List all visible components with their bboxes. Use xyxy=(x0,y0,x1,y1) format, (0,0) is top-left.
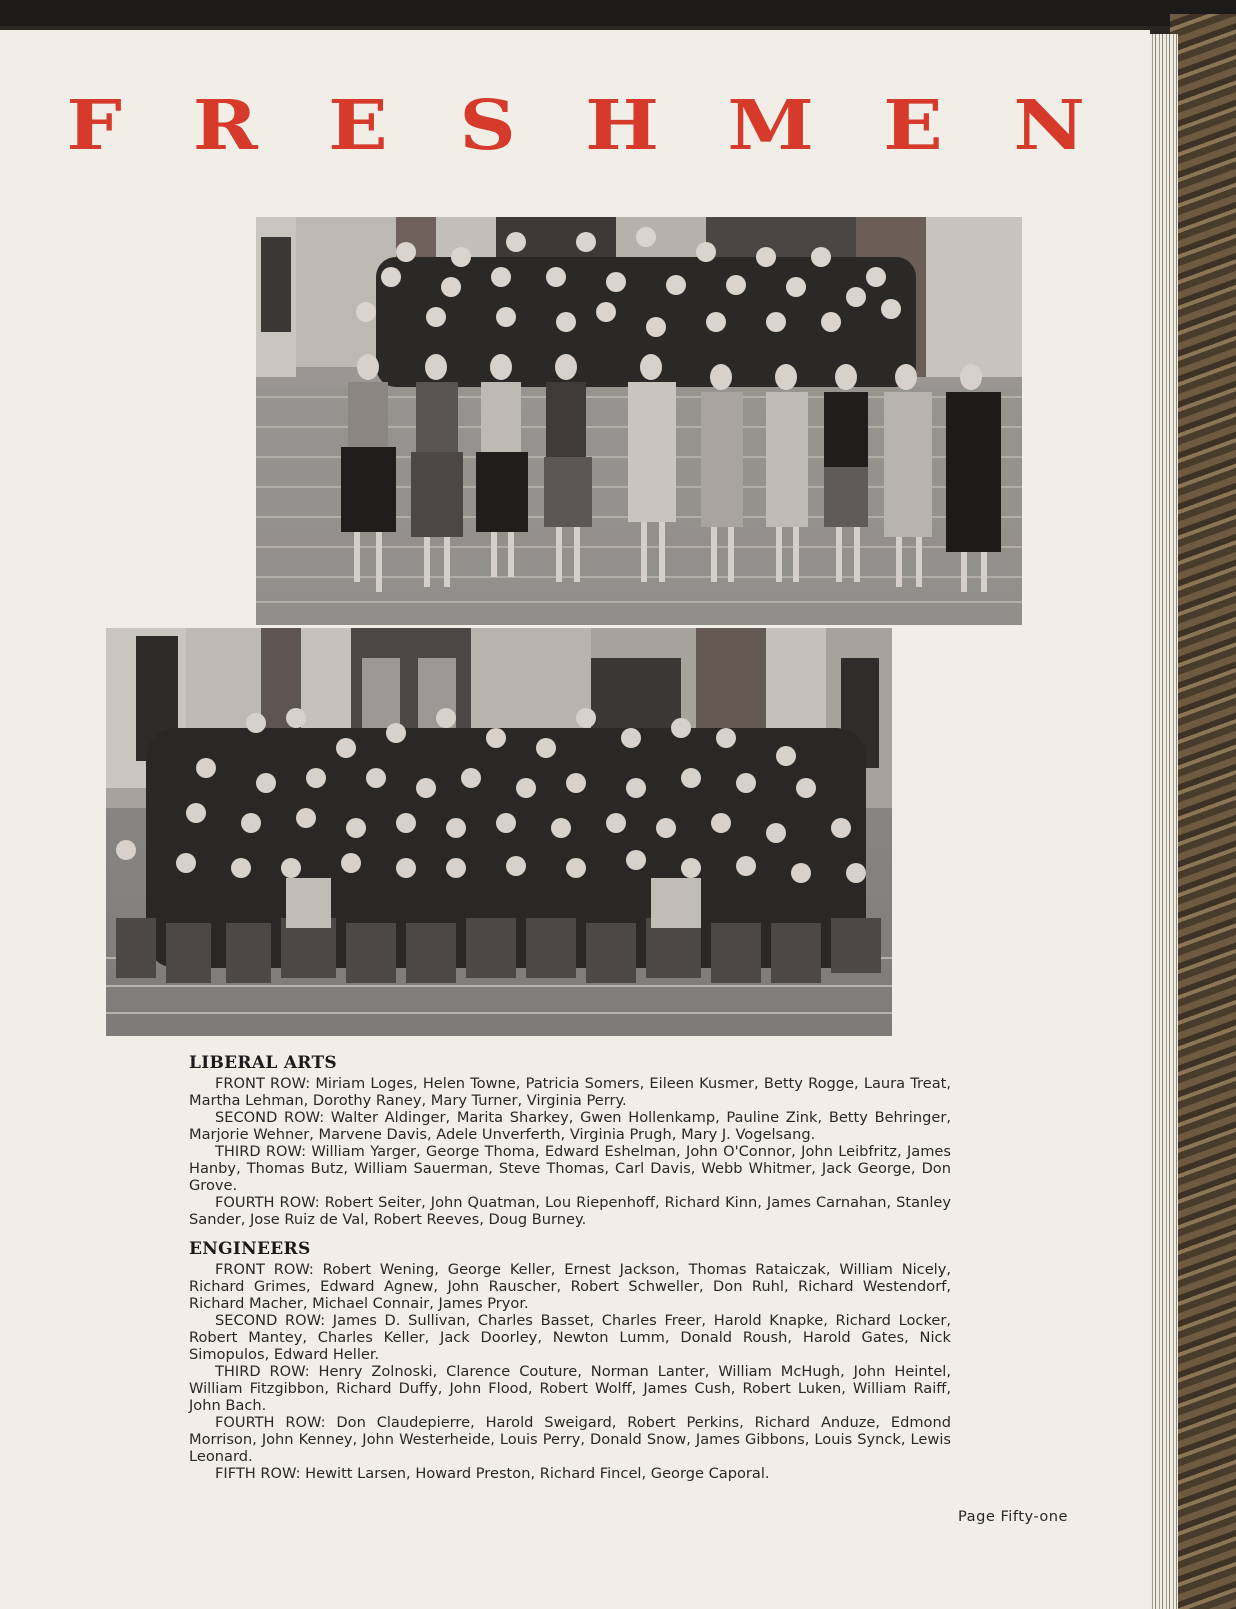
title-letter: E xyxy=(328,86,388,166)
title-letter: R xyxy=(192,86,258,166)
liberal-arts-third-row: THIRD ROW: William Yarger, George Thoma, Edward Eshelman, John O'Connor, John Leibfritz, James Hanby, Thomas Butz, William Sauerman, Steve Thomas, Carl Davis, Webb Whitmer, Jack George, Don Grove. xyxy=(189,1143,951,1194)
engineers-fourth-row: FOURTH ROW: Don Claudepierre, Harold Sweigard, Robert Perkins, Richard Anduze, Edmond Morrison, John Kenney, John Westerheide, Louis Perry, Donald Snow, James Gibbons, Louis Synck, Lewis Leonard. xyxy=(189,1414,951,1465)
engineers-fifth-row: FIFTH ROW: Hewitt Larsen, Howard Preston, Richard Fincel, George Caporal. xyxy=(215,1465,770,1482)
engineers-second-row: SECOND ROW: James D. Sullivan, Charles Basset, Charles Freer, Harold Knapke, Richard Locker, Robert Mantey, Charles Keller, Jack Doorley, Newton Lumm, Donald Roush, Harold Gates, Nick Simopulos, Edward Heller. xyxy=(189,1312,951,1363)
liberal-arts-fourth-row: FOURTH ROW: Robert Seiter, John Quatman, Lou Riepenhoff, Richard Kinn, James Carnahan, Stanley Sander, Jose Ruiz de Val, Robert Reeves, Doug Burney. xyxy=(189,1194,951,1228)
title-letter: F xyxy=(66,86,122,166)
liberal-arts-second-row: SECOND ROW: Walter Aldinger, Marita Sharkey, Gwen Hollenkamp, Pauline Zink, Betty Behringer, Marjorie Wehner, Marvene Davis, Adele Unverferth, Virginia Prugh, Mary J. Vogelsang. xyxy=(189,1109,951,1143)
engineers-photo-image xyxy=(106,628,892,1036)
liberal-arts-front-row: FRONT ROW: Miriam Loges, Helen Towne, Patricia Somers, Eileen Kusmer, Betty Rogge, Laura Treat, Martha Lehman, Dorothy Raney, Mary Turner, Virginia Perry. xyxy=(189,1075,951,1109)
title-letter: S xyxy=(458,86,516,166)
liberal-arts-group-photo xyxy=(256,217,1022,625)
engineers-group-photo xyxy=(106,628,892,1036)
title-letter: M xyxy=(727,86,815,166)
title-letter: H xyxy=(585,86,660,166)
title-letter: E xyxy=(883,86,944,166)
page-title xyxy=(66,86,1085,166)
title-letter: N xyxy=(1013,86,1085,166)
section-heading-liberal-arts: LIBERAL ARTS xyxy=(189,1053,337,1073)
book-cover-edge xyxy=(1170,14,1236,1609)
caption-text xyxy=(189,1052,951,1482)
page-number: Page Fifty-one xyxy=(958,1508,1069,1525)
top-book-edge xyxy=(0,0,1236,26)
section-heading-engineers: ENGINEERS xyxy=(189,1239,311,1259)
liberal-arts-photo-image xyxy=(256,217,1022,625)
engineers-third-row: THIRD ROW: Henry Zolnoski, Clarence Couture, Norman Lanter, William McHugh, John Heintel, William Fitzgibbon, Richard Duffy, John Flood, Robert Wolff, James Cush, Robert Luken, William Raiff, John Bach. xyxy=(189,1363,951,1414)
engineers-front-row: FRONT ROW: Robert Wening, George Keller, Ernest Jackson, Thomas Rataiczak, William Nicely, Richard Grimes, Edward Agnew, John Rauscher, Robert Schweller, Don Ruhl, Richard Westendorf, Richard Macher, Michael Connair, James Pryor. xyxy=(189,1261,951,1312)
